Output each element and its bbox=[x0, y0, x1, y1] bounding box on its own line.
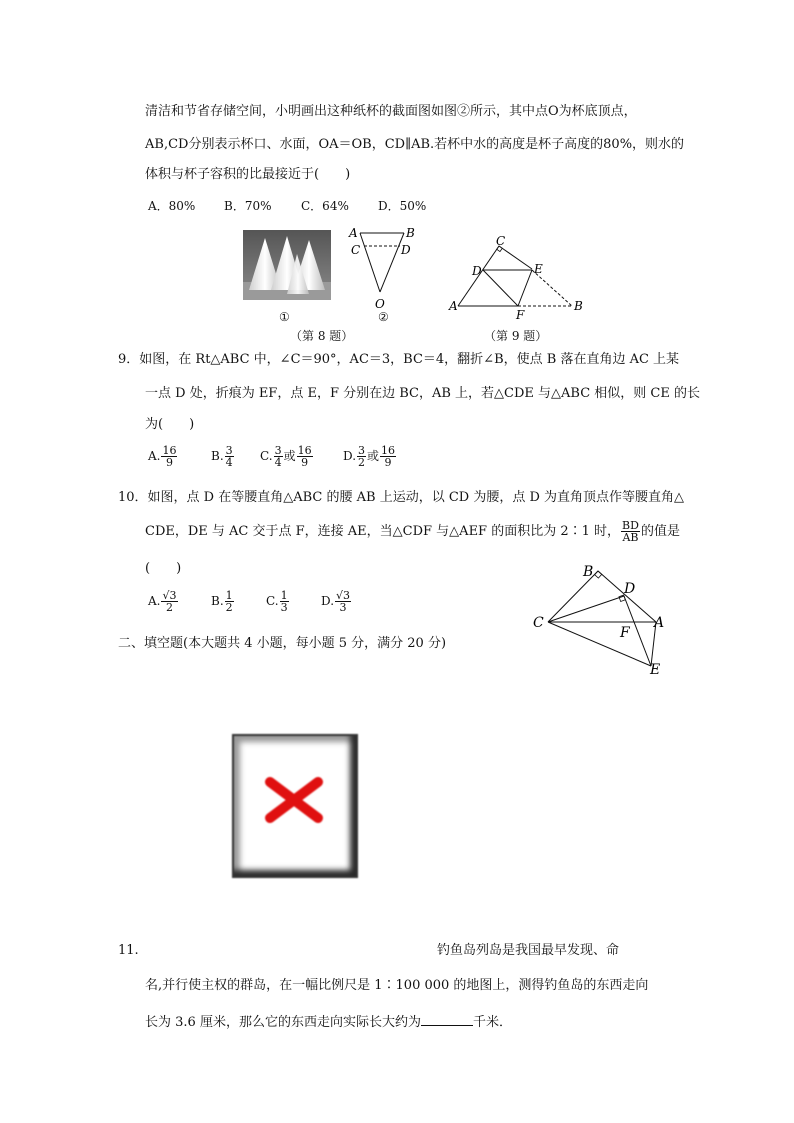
q8-option-b: B．70% bbox=[224, 199, 272, 213]
fig10-triangle-diagram bbox=[526, 560, 676, 680]
answer-blank[interactable] bbox=[421, 1013, 473, 1026]
q9-option-d: D. $\frac{3}{2}$ 或 $\frac{16}{9}$ bbox=[343, 444, 396, 469]
fig9-point-a: A bbox=[449, 299, 458, 313]
fig8-caption: （第 8 题） bbox=[290, 329, 354, 343]
fig9-triangle-diagram bbox=[446, 236, 588, 320]
fig8-point-b: B bbox=[406, 226, 415, 240]
q10-option-b: B. $\frac{1}{2}$ bbox=[211, 589, 233, 614]
q11-line3: 长为 3.6 厘米，那么它的东西走向实际长大约为 千米． bbox=[145, 1015, 512, 1030]
q9-option-b: B. $\frac{3}{4}$ bbox=[211, 444, 233, 469]
fig9-point-e: E bbox=[534, 262, 543, 276]
q9-stem-line3: 为( ) bbox=[145, 417, 195, 432]
q8-option-a: A．80% bbox=[148, 199, 196, 213]
fig8-point-d: D bbox=[401, 243, 411, 257]
q9-option-a: A. $\frac{16}{9}$ bbox=[148, 444, 177, 469]
section2-heading: 二、填空题(本大题共 4 小题，每小题 5 分，满分 20 分) bbox=[118, 636, 447, 651]
q8-stem-line2: AB,CD分别表示杯口、水面，OA＝OB，CD∥AB.若杯中水的高度是杯子高度的80%，则水的 bbox=[145, 137, 685, 152]
fig9-point-d: D bbox=[472, 264, 482, 278]
q11-line2: 名,并行使主权的群岛，在一幅比例尺是 1∶100 000 的地图上，测得钓鱼岛的东西走向 bbox=[145, 978, 649, 993]
q11-number: 11. bbox=[118, 943, 139, 958]
q10-option-d: D. $\frac{√3}{3}$ bbox=[321, 589, 351, 614]
q9-option-c: C. $\frac{3}{4}$ 或 $\frac{16}{9}$ bbox=[260, 444, 312, 469]
q10-stem-line2: CDE，DE 与 AC 交于点 F，连接 AE，当△CDF 与△AEF 的面积比为 2∶1 时， $\frac{BD}{AB}$ 的值是 bbox=[145, 519, 680, 544]
fig9-point-b: B bbox=[574, 299, 583, 313]
q8-stem-line3: 体积与杯子容积的比最接近于( ) bbox=[145, 167, 351, 182]
fig10-point-b: B bbox=[583, 564, 594, 580]
q10-stem-line3: ( ) bbox=[145, 561, 182, 576]
paper-cones-photo bbox=[243, 230, 331, 300]
q8-stem-line1: 清洁和节省存储空间，小明画出这种纸杯的截面图如图②所示，其中点O为杯底顶点， bbox=[145, 104, 637, 119]
fig9-point-f: F bbox=[516, 308, 525, 320]
q11-line1: 钓鱼岛列岛是我国最早发现、命 bbox=[437, 943, 620, 958]
q10-option-c: C. $\frac{1}{3}$ bbox=[266, 589, 288, 614]
q8-option-c: C．64% bbox=[301, 199, 349, 213]
q10-option-a: A. $\frac{√3}{2}$ bbox=[148, 589, 177, 614]
fig10-point-a: A bbox=[654, 615, 665, 631]
fig10-point-d: D bbox=[624, 581, 636, 597]
fig9-caption: （第 9 题） bbox=[484, 329, 548, 343]
q10-stem-line1: 10．如图，点 D 在等腰直角△ABC 的腰 AB 上运动，以 CD 为腰，点 D 为直角顶点作等腰直角△ bbox=[118, 490, 685, 505]
fig8-label-1: ① bbox=[279, 310, 290, 324]
fig8-triangle-diagram bbox=[340, 224, 420, 316]
fig8-point-a: A bbox=[349, 226, 358, 240]
fig8-point-c: C bbox=[351, 243, 361, 257]
fig10-point-e: E bbox=[650, 662, 661, 678]
q9-stem-line2: 一点 D 处，折痕为 EF，点 E，F 分别在边 BC，AB 上，若△CDE 与△ABC 相似，则 CE 的长 bbox=[145, 386, 701, 401]
q8-option-d: D．50% bbox=[378, 199, 427, 213]
fig8-point-o: O bbox=[375, 297, 385, 311]
broken-image-icon bbox=[232, 734, 358, 878]
q9-stem-line1: 9．如图，在 Rt△ABC 中，∠C＝90°，AC＝3，BC＝4，翻折∠B，使点 B 落在直角边 AC 上某 bbox=[118, 352, 680, 367]
fig10-point-f: F bbox=[620, 625, 630, 641]
fig9-point-c: C bbox=[496, 236, 506, 248]
fig8-label-2: ② bbox=[378, 310, 389, 324]
fig10-point-c: C bbox=[533, 615, 544, 631]
